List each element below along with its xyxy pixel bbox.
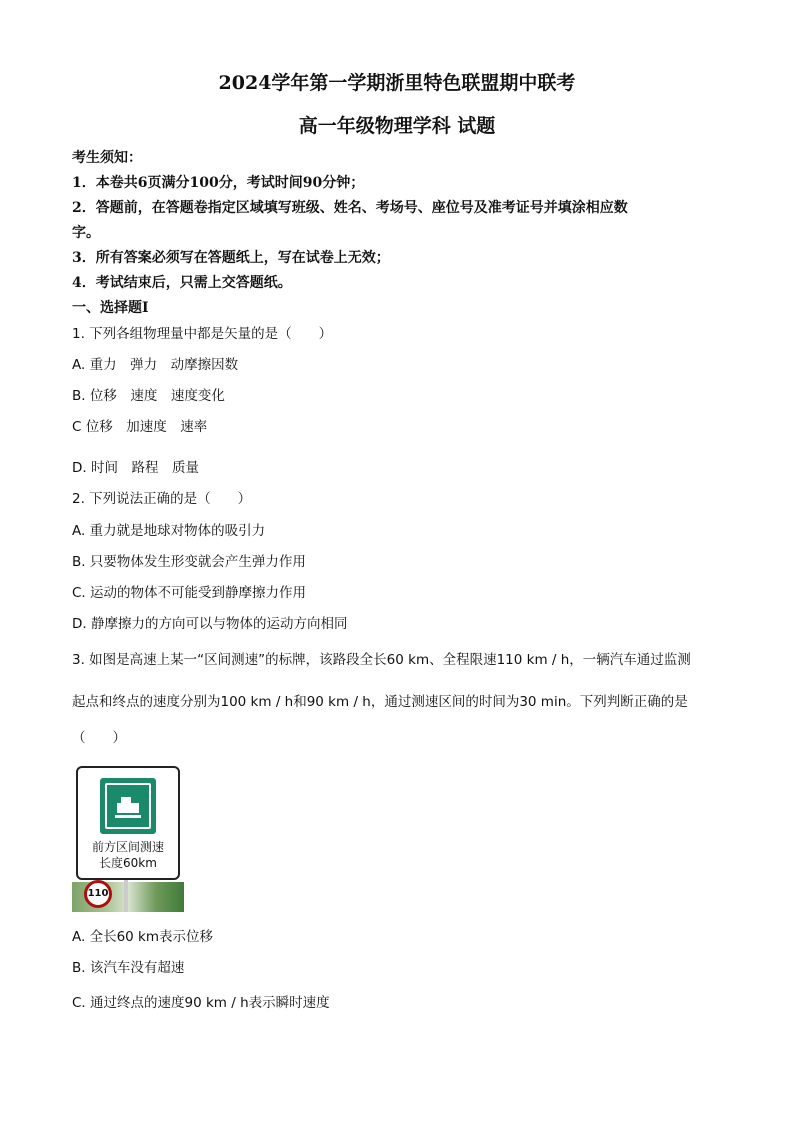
- sign-text-line2: 长度60km: [99, 856, 157, 870]
- notice-item: 3．所有答案必须写在答题纸上，写在试卷上无效；: [72, 250, 390, 266]
- question-1-option-d: D. 时间 路程 质量: [72, 460, 199, 476]
- notice-item: 1．本卷共6页满分100分，考试时间90分钟；: [72, 175, 365, 191]
- speed-zone-sign-figure: [72, 764, 184, 912]
- question-1-stem: 1. 下列各组物理量中都是矢量的是（ ）: [72, 326, 333, 342]
- sign-text-line1: 前方区间测速: [91, 840, 164, 854]
- question-3-stem-line: 起点和终点的速度分别为100 km / h和90 km / h，通过测速区间的时间为30 min。下列判断正确的是: [72, 694, 688, 710]
- question-3-option-b: B. 该汽车没有超速: [72, 960, 185, 976]
- speed-limit-sign: 110: [84, 880, 112, 908]
- question-2-option-c: C. 运动的物体不可能受到静摩擦力作用: [72, 585, 307, 601]
- notice-item: 字。: [72, 225, 100, 241]
- question-1-option-c: C 位移 加速度 速率: [72, 419, 208, 435]
- section-heading: 一、选择题Ⅰ: [72, 300, 149, 316]
- question-3-stem-line: （ ）: [72, 730, 126, 746]
- question-2-stem: 2. 下列说法正确的是（ ）: [72, 491, 252, 507]
- question-3-option-a: A. 全长60 km表示位移: [72, 929, 214, 945]
- notice-item: 4．考试结束后，只需上交答题纸。: [72, 275, 292, 291]
- sign-pole: [124, 878, 128, 912]
- speed-camera-icon: [100, 778, 156, 834]
- notice-item: 2．答题前，在答题卷指定区域填写班级、姓名、考场号、座位号及准考证号并填涂相应数: [72, 200, 628, 216]
- question-2-option-d: D. 静摩擦力的方向可以与物体的运动方向相同: [72, 616, 348, 632]
- question-3-stem-line: 3. 如图是高速上某一“区间测速”的标牌，该路段全长60 km、全程限速110 km / h，一辆汽车通过监测: [72, 652, 691, 668]
- question-1-option-b: B. 位移 速度 速度变化: [72, 388, 225, 404]
- speed-zone-sign: [76, 766, 180, 880]
- question-1-option-a: A. 重力 弹力 动摩擦因数: [72, 357, 239, 373]
- question-2-option-b: B. 只要物体发生形变就会产生弹力作用: [72, 554, 306, 570]
- exam-subtitle: 高一年级物理学科 试题: [298, 115, 496, 137]
- question-2-option-a: A. 重力就是地球对物体的吸引力: [72, 523, 266, 539]
- exam-title: 2024学年第一学期浙里特色联盟期中联考: [218, 72, 576, 94]
- notice-heading: 考生须知：: [72, 150, 142, 166]
- camera-glyph: [107, 785, 149, 827]
- question-3-option-c: C. 通过终点的速度90 km / h表示瞬时速度: [72, 995, 330, 1011]
